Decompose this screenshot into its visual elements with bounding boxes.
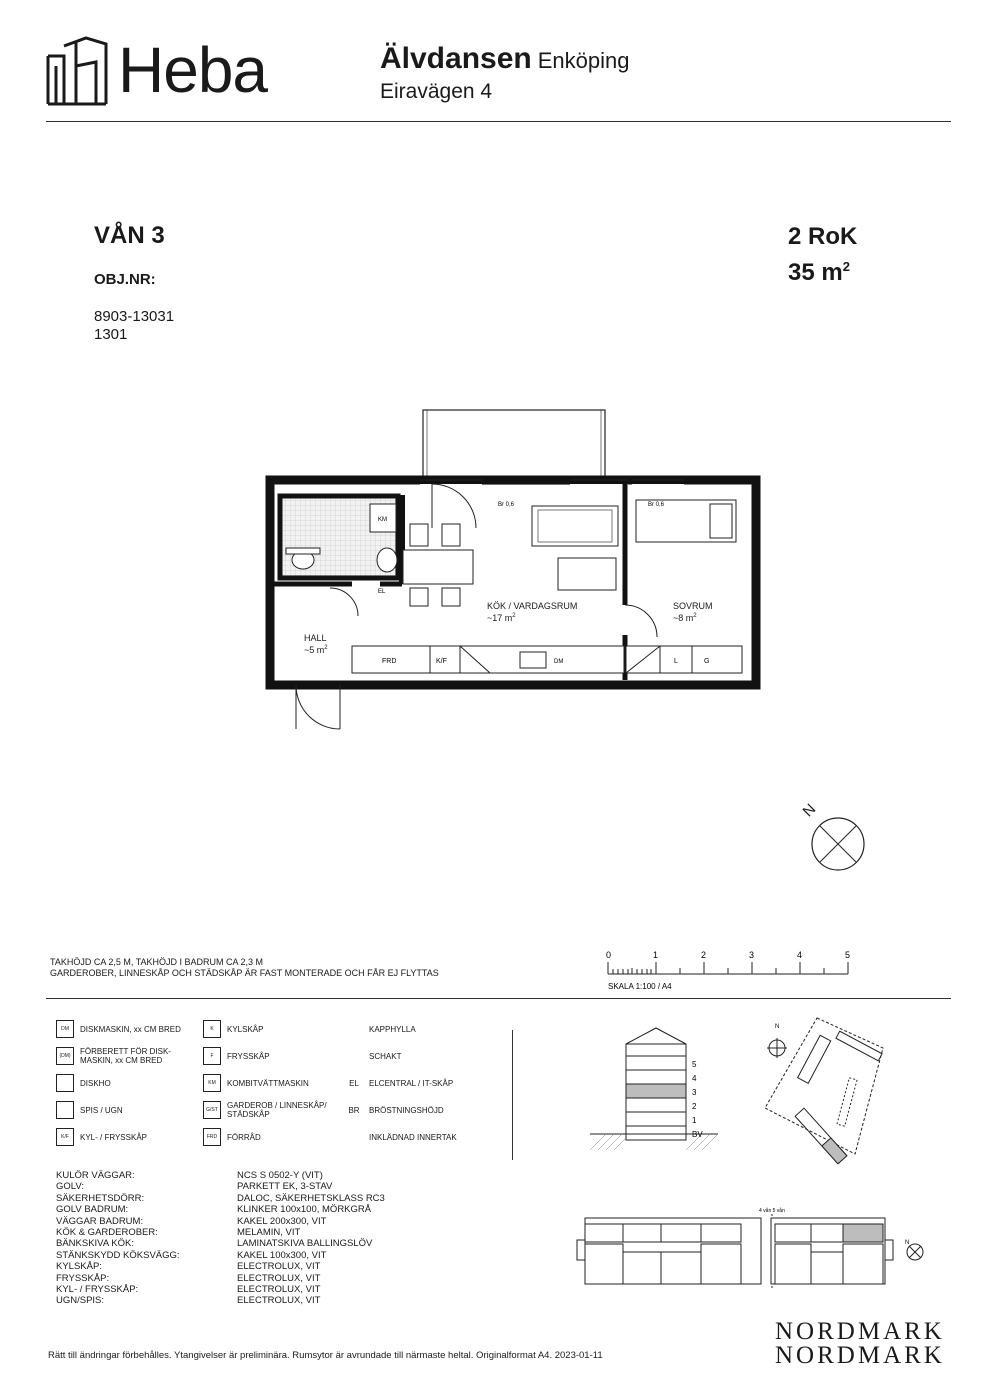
legend-item [56, 1101, 123, 1119]
section-diagram [588, 1020, 728, 1155]
plan-el-label: EL [378, 589, 386, 595]
key-plan [575, 1200, 935, 1300]
spec-value: ELECTROLUX, VIT [237, 1284, 321, 1296]
scale-bar [600, 946, 860, 994]
site-plan [755, 1012, 895, 1172]
nordmark-logo-2: NORDMARK [775, 1342, 945, 1369]
scale-tick-1: 1 [653, 950, 659, 960]
legend-symbol-icon [345, 1047, 363, 1065]
legend-item [203, 1101, 327, 1119]
keyplan-label: 4 vån 5 vån [759, 1208, 785, 1214]
section-floor-3: 3 [692, 1088, 697, 1097]
spec-value: KLINKER 100x100, MÖRKGRÅ [237, 1204, 372, 1216]
legend-text: INKLÄDNAD INNERTAK [369, 1132, 457, 1142]
note-2: GARDEROBER, LINNESKÅP OCH STÄDSKÅP ÄR FAST MONTERADE OCH FÅR EJ FLYTTAS [50, 968, 439, 978]
legend-text: GARDEROB / LINNESKÅP/ STÄDSKÅP [227, 1101, 327, 1119]
heba-logo-icon [46, 36, 108, 106]
apartment-summary [788, 222, 857, 288]
spec-label: KÖK & GARDEROBER: [56, 1227, 158, 1239]
legend-text: FÖRRÅD [227, 1132, 261, 1142]
legend-item [203, 1047, 270, 1065]
legend-symbol-icon: (DM) [56, 1047, 74, 1065]
plan-br2-label: Br 0,6 [648, 502, 665, 508]
spec-value: DALOC, SÄKERHETSKLASS RC3 [237, 1192, 385, 1204]
compass-n-label: N [799, 800, 820, 821]
legend-text: BRÖSTNINGSHÖJD [369, 1105, 444, 1115]
room-bedroom: SOVRUM ~8 $m^2$ [673, 601, 713, 623]
legend-text: KAPPHYLLA [369, 1024, 416, 1034]
legend-symbol-icon: BR [348, 1105, 360, 1115]
plan-km-label: KM [378, 517, 387, 523]
legend-text: SCHAKT [369, 1051, 402, 1061]
section-floor-2: 2 [692, 1102, 697, 1111]
scale-tick-2: 2 [701, 950, 707, 960]
plan-br1-label: Br 0,6 [498, 502, 515, 508]
legend-item [345, 1074, 453, 1092]
spec-value: LAMINATSKIVA BALLINGSLÖV [237, 1238, 373, 1250]
legend-symbol-icon: G/ST [203, 1101, 221, 1119]
spec-label: KULÖR VÄGGAR: [56, 1170, 135, 1181]
obj-numbers [94, 308, 174, 344]
scale-tick-4: 4 [797, 950, 803, 960]
spec-value: NCS S 0502-Y (VIT) [237, 1170, 323, 1181]
spec-value: MELAMIN, VIT [237, 1227, 301, 1239]
spec-values [237, 1170, 385, 1307]
legend-item [345, 1101, 444, 1119]
spec-label: STÄNKSKYDD KÖKSVÄGG: [56, 1249, 180, 1261]
site-n-label: N [775, 1024, 780, 1030]
spec-value: ELECTROLUX, VIT [237, 1295, 321, 1307]
legend-divider [46, 998, 951, 999]
apartment-area: 35 $m^2$ [788, 259, 850, 286]
spec-label: VÄGGAR BADRUM: [56, 1215, 144, 1227]
footer-disclaimer: Rätt till ändringar förbehålles. Ytangivelser är preliminära. Rumsytor är avrundade till närmaste heltal. Originalformat A4. 2023-01-11 [48, 1350, 603, 1361]
legend-text: DISKHO [80, 1078, 111, 1088]
compass-icon [808, 816, 868, 872]
section-floor-5: 5 [692, 1060, 697, 1069]
legend-item [345, 1128, 457, 1146]
spec-value: ELECTROLUX, VIT [237, 1261, 321, 1273]
spec-value: PARKETT EK, 3-STAV [237, 1181, 333, 1193]
legend-symbol-icon: DM [56, 1020, 74, 1038]
spec-label: FRYSSKÅP: [56, 1272, 110, 1284]
legend-item [203, 1020, 263, 1038]
room-kitchen-living: KÖK / VARDAGSRUM ~17 $m^2$ [487, 601, 578, 623]
legend-symbol-icon: K/F [56, 1128, 74, 1146]
spec-value: KAKEL 200x300, VIT [237, 1215, 327, 1227]
floor-label: VÅN 3 [94, 222, 165, 249]
legend-item [56, 1128, 147, 1146]
spec-labels [56, 1170, 180, 1307]
note-1: TAKHÖJD CA 2,5 M, TAKHÖJD I BADRUM CA 2,3 M [50, 957, 264, 967]
plan-dm-label: DM [554, 659, 564, 665]
legend-symbol-icon [345, 1020, 363, 1038]
section-floor-4: 4 [692, 1074, 697, 1083]
legend-item [203, 1128, 261, 1146]
spec-label: GOLV BADRUM: [56, 1204, 129, 1216]
plan-l-label: L [674, 658, 678, 665]
legend-text: KYLSKÅP [227, 1024, 264, 1034]
room-hall: HALL ~5 $m^2$ [304, 633, 328, 655]
legend-symbol-icon [345, 1128, 363, 1146]
legend-item [203, 1074, 309, 1092]
legend-symbol-icon: K [203, 1020, 221, 1038]
legend-symbol-icon: FRD [203, 1128, 221, 1146]
scale-label: SKALA 1:100 / A4 [608, 982, 672, 991]
spec-label: BÄNKSKIVA KÖK: [56, 1238, 134, 1250]
legend-symbol-icon [56, 1101, 74, 1119]
legend-text: SPIS / UGN [80, 1105, 123, 1115]
spec-label: KYLSKÅP: [56, 1261, 102, 1273]
spec-label: UGN/SPIS: [56, 1295, 105, 1307]
legend-text: FÖRBERETT FÖR DISK- MASKIN, xx CM BRED [80, 1047, 171, 1065]
project-city: Enköping [537, 48, 630, 73]
header-divider [46, 121, 951, 122]
scale-tick-3: 3 [749, 950, 755, 960]
spec-value: ELECTROLUX, VIT [237, 1272, 321, 1284]
project-address: Eiravägen 4 [380, 80, 493, 103]
spec-value: KAKEL 100x300, VIT [237, 1249, 327, 1261]
obj-label: OBJ.NR: [94, 271, 156, 288]
legend-item [56, 1020, 181, 1038]
legend-item [345, 1047, 401, 1065]
legend-symbol-icon: KM [203, 1074, 221, 1092]
section-floor-bv: BV [692, 1130, 703, 1139]
obj-nr-1: 8903-13031 [94, 308, 175, 325]
legend-vertical-divider [512, 1030, 513, 1160]
room-count: 2 RoK [788, 223, 858, 250]
notes [50, 957, 439, 979]
project-title [380, 42, 629, 76]
legend-text: KOMBITVÄTTMASKIN [227, 1078, 309, 1088]
legend-symbol-icon: F [203, 1047, 221, 1065]
legend-item [345, 1020, 416, 1038]
spec-label: KYL- / FRYSSKÅP: [56, 1284, 139, 1296]
obj-nr-2: 1301 [94, 326, 128, 343]
brand-name: Heba [118, 34, 267, 106]
project-name: Älvdansen [380, 42, 532, 75]
legend-text: FRYSSKÅP [227, 1051, 270, 1061]
spec-label: SÄKERHETSDÖRR: [56, 1192, 145, 1204]
nordmark-logo-1: NORDMARK [775, 1318, 945, 1345]
scale-tick-0: 0 [606, 950, 612, 960]
legend-text: DISKMASKIN, xx CM BRED [80, 1024, 181, 1034]
legend-item [56, 1047, 171, 1065]
plan-frd-label: FRD [382, 658, 397, 665]
plan-g-label: G [704, 658, 710, 665]
legend-symbol-icon [56, 1074, 74, 1092]
legend-text: ELCENTRAL / IT-SKÅP [369, 1078, 454, 1088]
floor-plan [260, 400, 770, 740]
legend-text: KYL- / FRYSSKÅP [80, 1132, 147, 1142]
legend-symbol-icon: EL [349, 1078, 359, 1088]
section-floor-1: 1 [692, 1116, 697, 1125]
plan-kf-label: K/F [436, 658, 447, 665]
keyplan-n-label: N [905, 1240, 910, 1246]
scale-tick-5: 5 [845, 950, 851, 960]
legend-item [56, 1074, 111, 1092]
spec-label: GOLV: [56, 1181, 84, 1193]
